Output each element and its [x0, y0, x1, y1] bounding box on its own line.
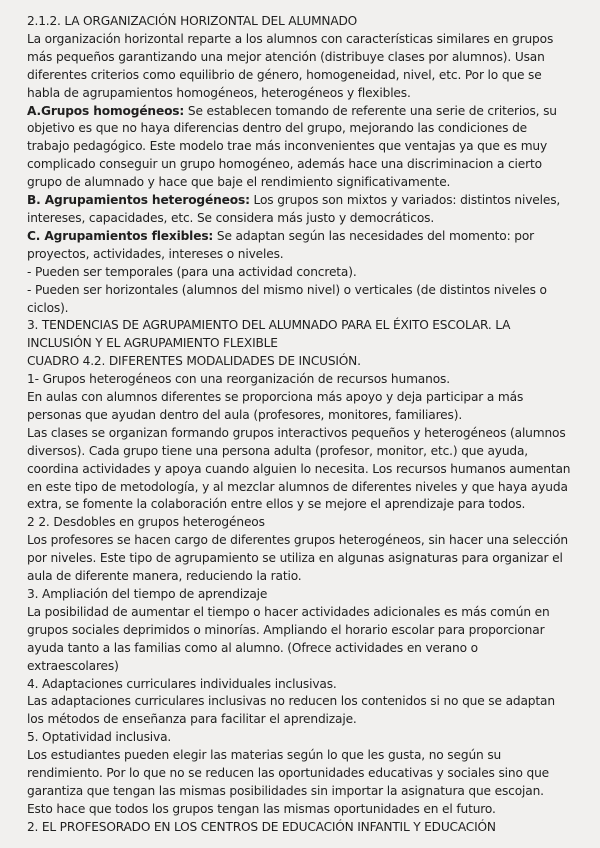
- item-c-paragraph: [27, 228, 572, 264]
- intro-paragraph: La organización horizontal reparte a los alumnos con características similares en grupos más pequeños garantizando una mejor atención (distribuye clases por alumnos). Usan diferentes criterios como equilibrio de género, homogeneidad, nivel, etc. Por lo que se habla de agrupamientos homogéneos, heterogéneos y flexibles.: [27, 31, 554, 100]
- item-a-paragraph: [27, 103, 572, 193]
- item-b-label: B. Agrupamientos heterogéneos:: [27, 193, 250, 208]
- modality-4-paragraph: Las adaptaciones curriculares inclusivas no reducen los contenidos si no que se adaptan los métodos de enseñanza para facilitar el aprendizaje.: [27, 694, 555, 727]
- item-b-paragraph: [27, 192, 572, 228]
- bullet-item: - Pueden ser temporales (para una actividad concreta).: [27, 264, 357, 279]
- modality-1-title: 1- Grupos heterogéneos con una reorganización de recursos humanos.: [27, 372, 450, 387]
- modality-2-paragraph: Los profesores se hacen cargo de diferentes grupos heterogéneos, sin hacer una selección por niveles. Este tipo de agrupamiento se utiliza en algunas asignaturas para organizar el aula de diferente manera, reduciendo la ratio.: [27, 533, 568, 584]
- section-heading-2-1-2: 2.1.2. LA ORGANIZACIÓN HORIZONTAL DEL ALUMNADO: [27, 14, 358, 28]
- table-heading: CUADRO 4.2. DIFERENTES MODALIDADES DE INCUSIÓN.: [27, 354, 361, 369]
- modality-3-paragraph: La posibilidad de aumentar el tiempo o hacer actividades adicionales es más común en grupos sociales deprimidos o minorías. Ampliando el horario escolar para proporcionar ayuda tanto a las familias como al alumno. (Ofrece actividades en verano o extraescolares): [27, 604, 550, 673]
- modality-2-title: 2 2. Desdobles en grupos heterogéneos: [27, 515, 265, 530]
- section-heading-2: 2. EL PROFESORADO EN LOS CENTROS DE EDUCACIÓN INFANTIL Y EDUCACIÓN: [27, 819, 496, 834]
- item-c-text: Se adaptan según las necesidades del momento: por proyectos, actividades, intereses o niveles.: [27, 228, 535, 261]
- modality-1-paragraph: Las clases se organizan formando grupos interactivos pequeños y heterogéneos (alumnos diversos). Cada grupo tiene una persona adulta (profesor, monitor, etc.) que ayuda, coordina actividades y apoya cuando alguien lo necesita. Los recursos humanos aumentan en este tipo de metodología, y al mezclar alumnos de diferentes niveles y que haya ayuda extra, se fomente la colaboración entre ellos y se mejore el aprendizaje para todos.: [27, 425, 571, 512]
- bullet-item: - Pueden ser horizontales (alumnos del mismo nivel) o verticales (de distintos niveles o ciclos).: [27, 282, 547, 315]
- item-a-label: A.Grupos homogéneos:: [27, 103, 185, 118]
- item-a-text: Se establecen tomando de referente una serie de criterios, su objetivo es que no haya diferencias dentro del grupo, mejorando las condiciones de trabajo pedagógico. Este modelo trae más inconvenientes que ventajas ya que es muy complicado conseguir un grupo homogéneo, además hace una discriminacion a cierto grupo de alumnado y hace que baje el rendimiento significativamente.: [27, 103, 557, 190]
- item-b-text: Los grupos son mixtos y variados: distintos niveles, intereses, capacidades, etc. Se considera más justo y democráticos.: [27, 193, 561, 225]
- modality-5-paragraph: Los estudiantes pueden elegir las materias según lo que les gusta, no según su rendimiento. Por lo que no se reducen las oportunidades educativas y sociales sino que garantiza que tengan las mismas posibilidades sin importar la asignatura que escojan. Esto hace que todos los grupos tengan las mismas oportunidades en el futuro.: [27, 748, 550, 816]
- modality-1-paragraph: En aulas con alumnos diferentes se proporciona más apoyo y deja participar a más personas que ayudan dentro del aula (profesores, monitores, familiares).: [27, 390, 524, 422]
- modality-3-title: 3. Ampliación del tiempo de aprendizaje: [27, 587, 268, 601]
- modality-5-title: 5. Optatividad inclusiva.: [27, 730, 172, 745]
- modality-4-title: 4. Adaptaciones curriculares individuales inclusivas.: [27, 676, 337, 691]
- item-c-label: C. Agrupamientos flexibles:: [27, 228, 214, 243]
- section-heading-3: 3. TENDENCIAS DE AGRUPAMIENTO DEL ALUMNADO PARA EL ÉXITO ESCOLAR. LA INCLUSIÓN Y EL AGRUPAMIENTO FLEXIBLE: [27, 318, 511, 351]
